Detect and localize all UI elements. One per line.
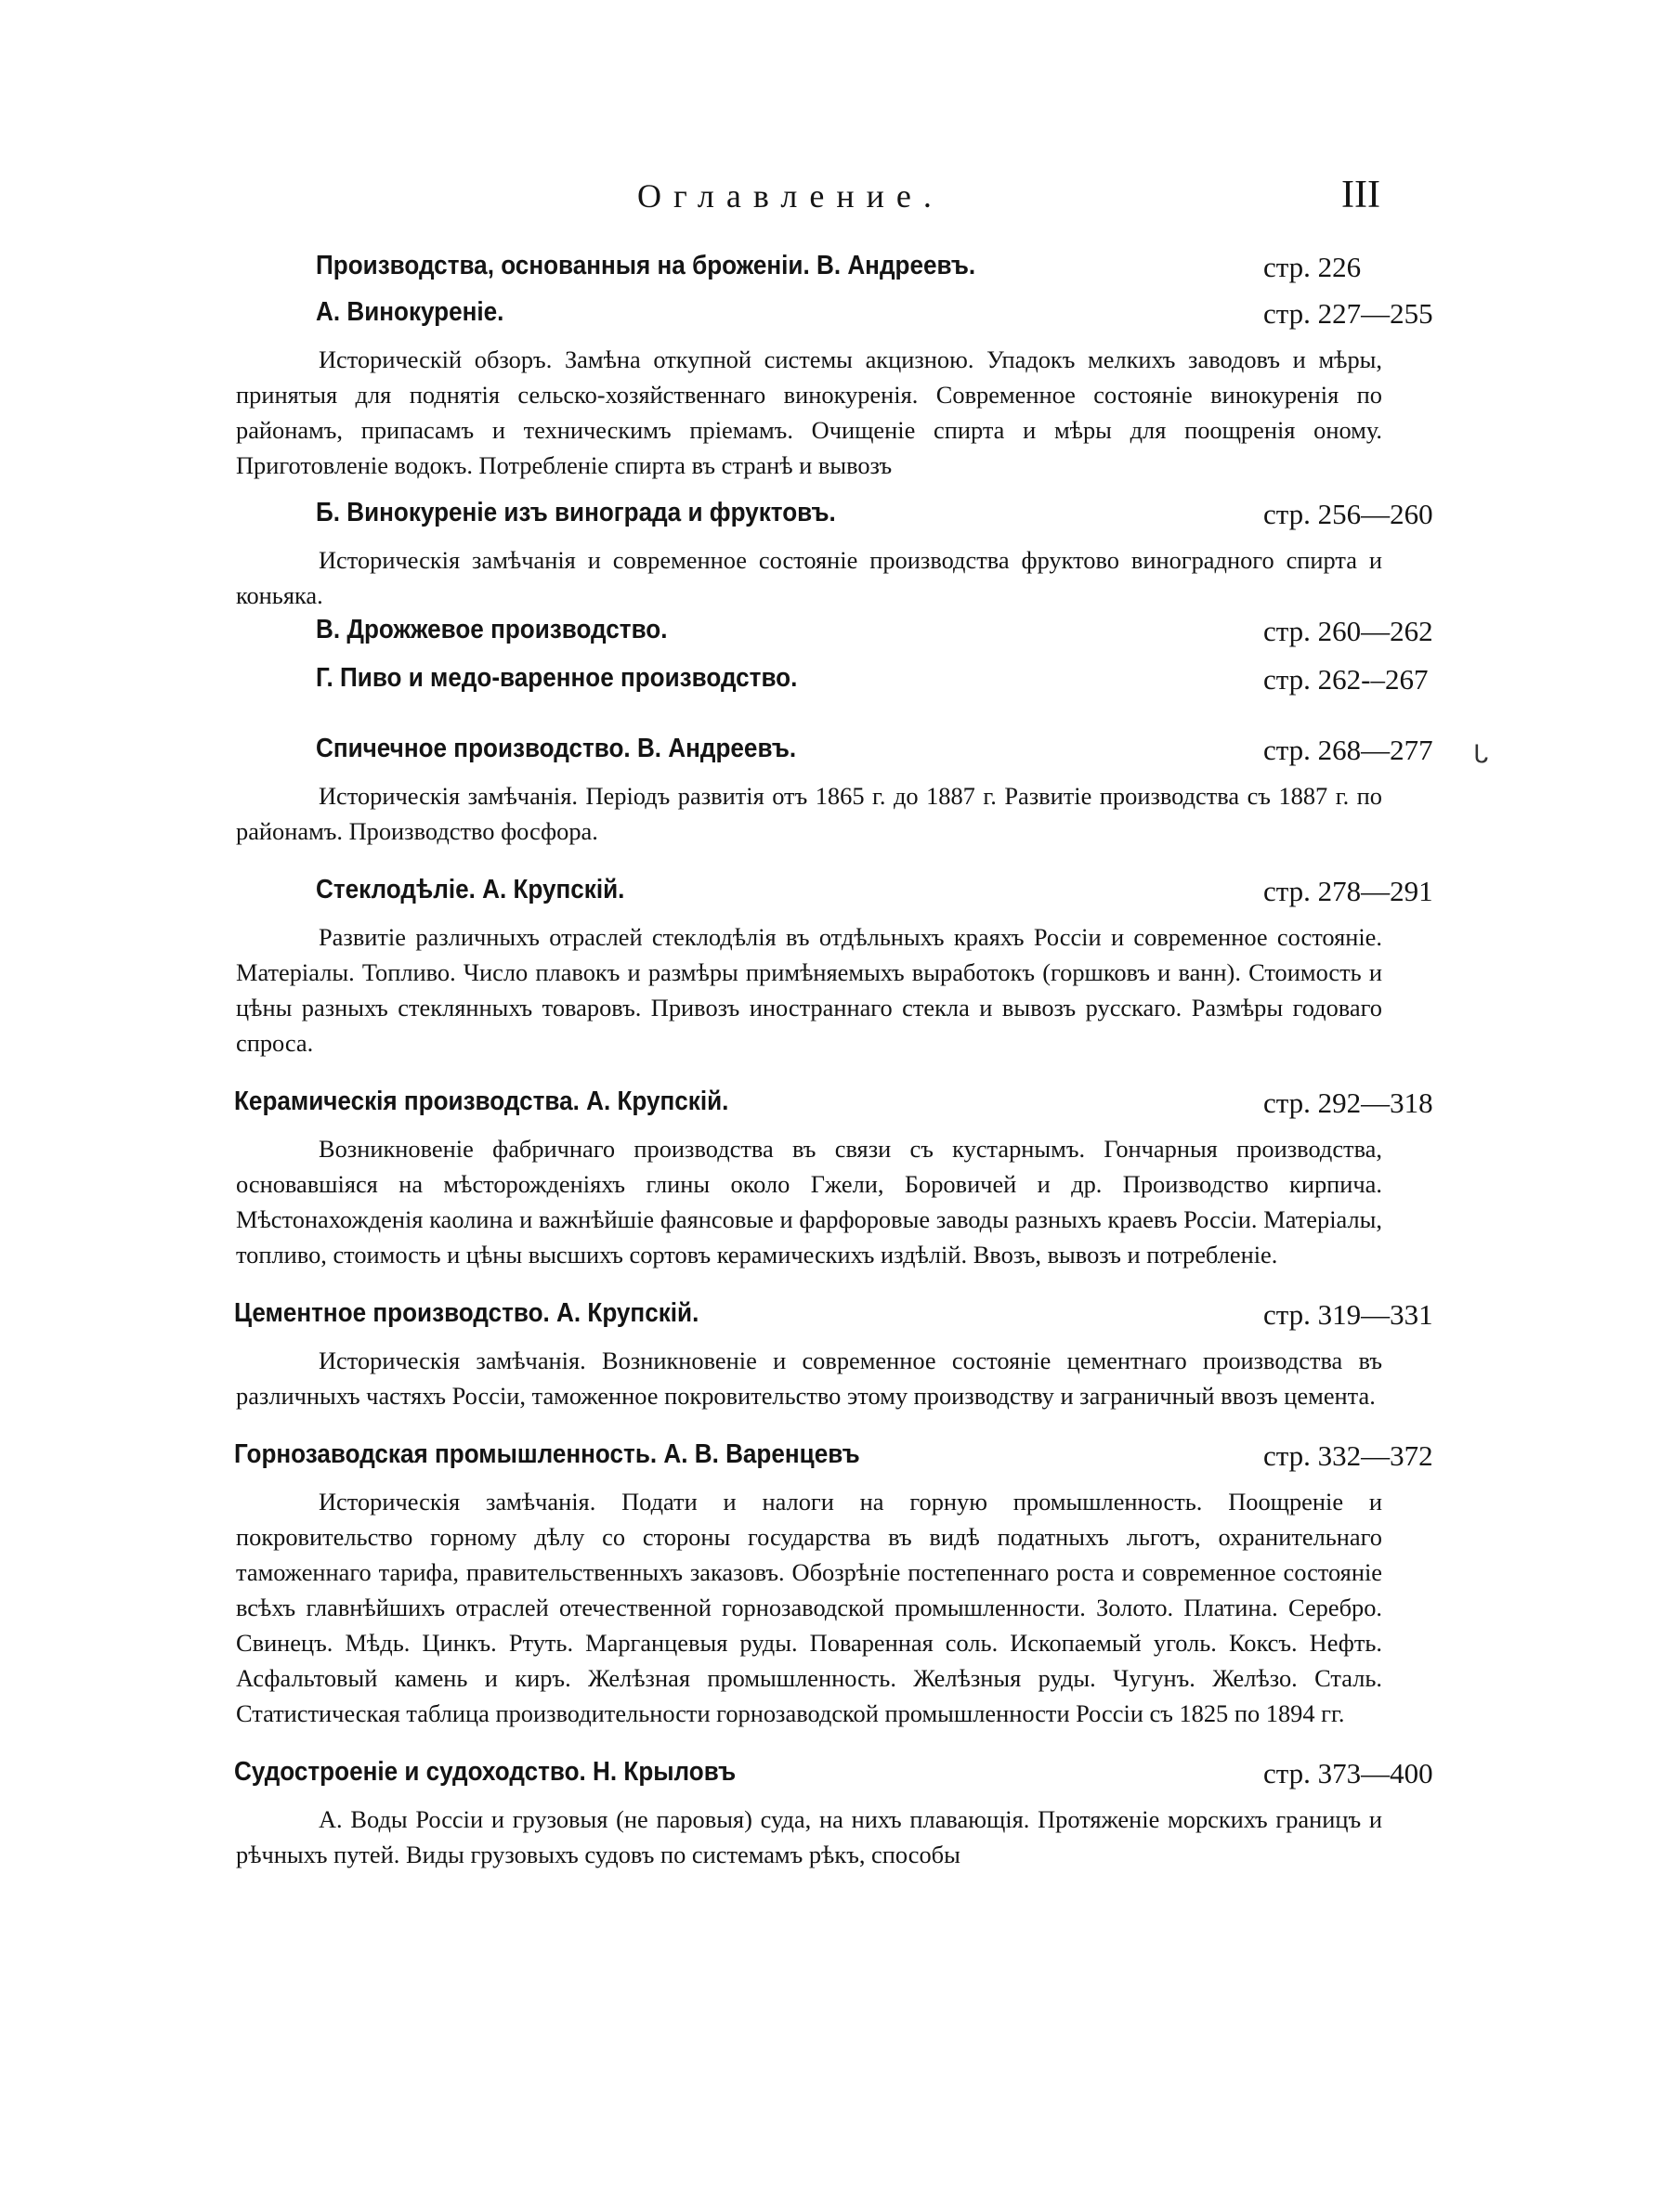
toc-entry-heading-row: [0, 249, 1659, 295]
toc-entry-description: [236, 1343, 1382, 1413]
toc-entry: [0, 661, 1659, 708]
toc-entry: [0, 496, 1659, 613]
toc-entry-description-text: Историческія замѣчанія. Періодъ развитія отъ 1865 г. до 1887 г. Развитіе производства съ 1887 г. по районамъ. Производство фосфора.: [236, 782, 1382, 845]
toc-entry-pages: стр. 226: [1263, 251, 1362, 283]
toc-entry-heading: Производства, основанныя на броженіи. В. Андреевъ.: [316, 251, 976, 280]
toc-entry: [0, 732, 1659, 849]
toc-entry-heading-row: [0, 613, 1659, 659]
toc-entry-heading: Цементное производство. А. Крупскій.: [234, 1298, 699, 1328]
toc-entry: [0, 1296, 1659, 1413]
toc-entry: [0, 249, 1659, 295]
toc-entry-heading-row: [0, 1438, 1659, 1484]
toc-entry-pages: стр. 292—318: [1263, 1086, 1433, 1119]
table-of-contents: [0, 249, 1659, 1872]
toc-entry-description: [236, 919, 1382, 1060]
toc-entry-pages: стр. 262-–267: [1263, 663, 1429, 696]
toc-entry: [0, 1438, 1659, 1731]
toc-entry-heading-row: [0, 732, 1659, 778]
toc-entry-heading: В. Дрожжевое производство.: [316, 615, 668, 644]
toc-entry-description-text: Историческія замѣчанія. Возникновеніе и современное состояніе цементнаго производства въ различныхъ частяхъ Россіи, таможенное покровительство этому производству и заграничный ввозъ цемента.: [236, 1347, 1382, 1410]
toc-entry-pages: стр. 319—331: [1263, 1298, 1433, 1331]
toc-entry-description-text: Развитіе различныхъ отраслей стеклодѣлія въ отдѣльныхъ краяхъ Россіи и современное состояніе. Матеріалы. Топливо. Число плавокъ и размѣры примѣняемыхъ выработокъ (горшковъ и ванн). Стоимость и цѣны разныхъ стеклянныхъ товаровъ. Привозъ иностраннаго стекла и вывозъ русскаго. Размѣры годоваго спроса.: [236, 923, 1382, 1057]
margin-annotation: ᒐ: [1473, 741, 1489, 768]
toc-entry-heading-row: [0, 295, 1659, 342]
toc-entry-description-text: Историческія замѣчанія. Подати и налоги на горную промышленность. Поощреніе и покровительство горному дѣлу со стороны государства въ видѣ податныхъ льготъ, охранительнаго таможеннаго тарифа, правительственныхъ заказовъ. Обозрѣніе постепеннаго роста и современное состояніе всѣхъ главнѣйшихъ отраслей отечественной горнозаводской промышленности. Золото. Платина. Серебро. Свинецъ. Мѣдь. Цинкъ. Ртуть. Марганцевыя руды. Поваренная соль. Ископаемый уголь. Коксъ. Нефть. Асфальтовый камень и киръ. Желѣзная промышленность. Желѣзныя руды. Чугунъ. Желѣзо. Сталь. Статистическая таблица производительности горнозаводской промышленности Россіи съ 1825 по 1894 гг.: [236, 1488, 1382, 1727]
toc-entry-pages: стр. 256—260: [1263, 498, 1433, 530]
toc-entry-pages: стр. 227—255: [1263, 297, 1433, 330]
toc-entry: [0, 1755, 1659, 1872]
toc-entry-description: [236, 778, 1382, 849]
toc-entry-description-text: Историческія замѣчанія и современное состояніе производства фруктово виноградного спирта и коньяка.: [236, 546, 1382, 609]
toc-entry-heading: Судостроеніе и судоходство. Н. Крыловъ: [234, 1757, 737, 1787]
toc-entry-heading: Спичечное производство. В. Андреевъ.: [316, 734, 797, 763]
toc-entry-heading: А. Винокуреніе.: [316, 297, 504, 327]
toc-entry-description-text: А. Воды Россіи и грузовыя (не паровыя) суда, на нихъ плавающія. Протяженіе морскихъ границъ и рѣчныхъ путей. Виды грузовыхъ судовъ по системамъ рѣкъ, способы: [236, 1805, 1382, 1868]
toc-entry: [0, 295, 1659, 483]
page-header: [0, 176, 1659, 232]
toc-entry-heading-row: [0, 1085, 1659, 1131]
page-number: III: [1341, 174, 1380, 216]
toc-entry-heading-row: [0, 873, 1659, 919]
toc-entry-pages: стр. 278—291: [1263, 875, 1433, 907]
toc-entry: [0, 873, 1659, 1060]
page-title: Оглавление.: [637, 177, 944, 215]
toc-entry-description-text: Историческій обзоръ. Замѣна откупной системы акцизною. Упадокъ мелкихъ заводовъ и мѣры, принятыя для поднятія сельско-хозяйственнаго винокуренія. Современное состояніе винокуренія по районамъ, припасамъ и техническимъ пріемамъ. Очищеніе спирта и мѣры для поощренія оному. Приготовленіе водокъ. Потребленіе спирта въ странѣ и вывозъ: [236, 345, 1382, 479]
toc-entry-pages: стр. 332—372: [1263, 1439, 1433, 1472]
toc-entry-heading-row: [0, 661, 1659, 708]
toc-entry-description-text: Возникновеніе фабричнаго производства въ связи съ кустарнымъ. Гончарныя производства, основавшіяся на мѣсторожденіяхъ глины около Гжели, Боровичей и др. Производство кирпича. Мѣстонахожденія каолина и важнѣйшіе фаянсовые и фарфоровые заводы разныхъ краевъ Россіи. Матеріалы, топливо, стоимость и цѣны высшихъ сортовъ керамическихъ издѣлій. Ввозъ, вывозъ и потребленіе.: [236, 1135, 1382, 1269]
toc-entry: [0, 613, 1659, 659]
toc-entry-description: [236, 542, 1382, 613]
toc-entry-description: [236, 1484, 1382, 1731]
toc-entry-heading: Керамическія производства. А. Крупскій.: [234, 1086, 729, 1116]
toc-entry-heading-row: [0, 496, 1659, 542]
toc-entry: [0, 1085, 1659, 1272]
toc-entry-heading: Б. Винокуреніе изъ винограда и фруктовъ.: [316, 498, 836, 527]
toc-entry-pages: стр. 268—277: [1263, 734, 1433, 766]
toc-entry-pages: стр. 373—400: [1263, 1757, 1433, 1789]
toc-entry-heading-row: [0, 1755, 1659, 1802]
toc-entry-description: [236, 1802, 1382, 1872]
toc-entry-pages: стр. 260—262: [1263, 615, 1433, 647]
toc-entry-heading: Г. Пиво и медо-варенное производство.: [316, 663, 798, 693]
toc-entry-heading: Стеклодѣліе. А. Крупскій.: [316, 875, 625, 904]
toc-entry-description: [236, 342, 1382, 483]
toc-entry-heading-row: [0, 1296, 1659, 1343]
toc-entry-description: [236, 1131, 1382, 1272]
toc-entry-heading: Горнозаводская промышленность. А. В. Варенцевъ: [234, 1439, 860, 1469]
